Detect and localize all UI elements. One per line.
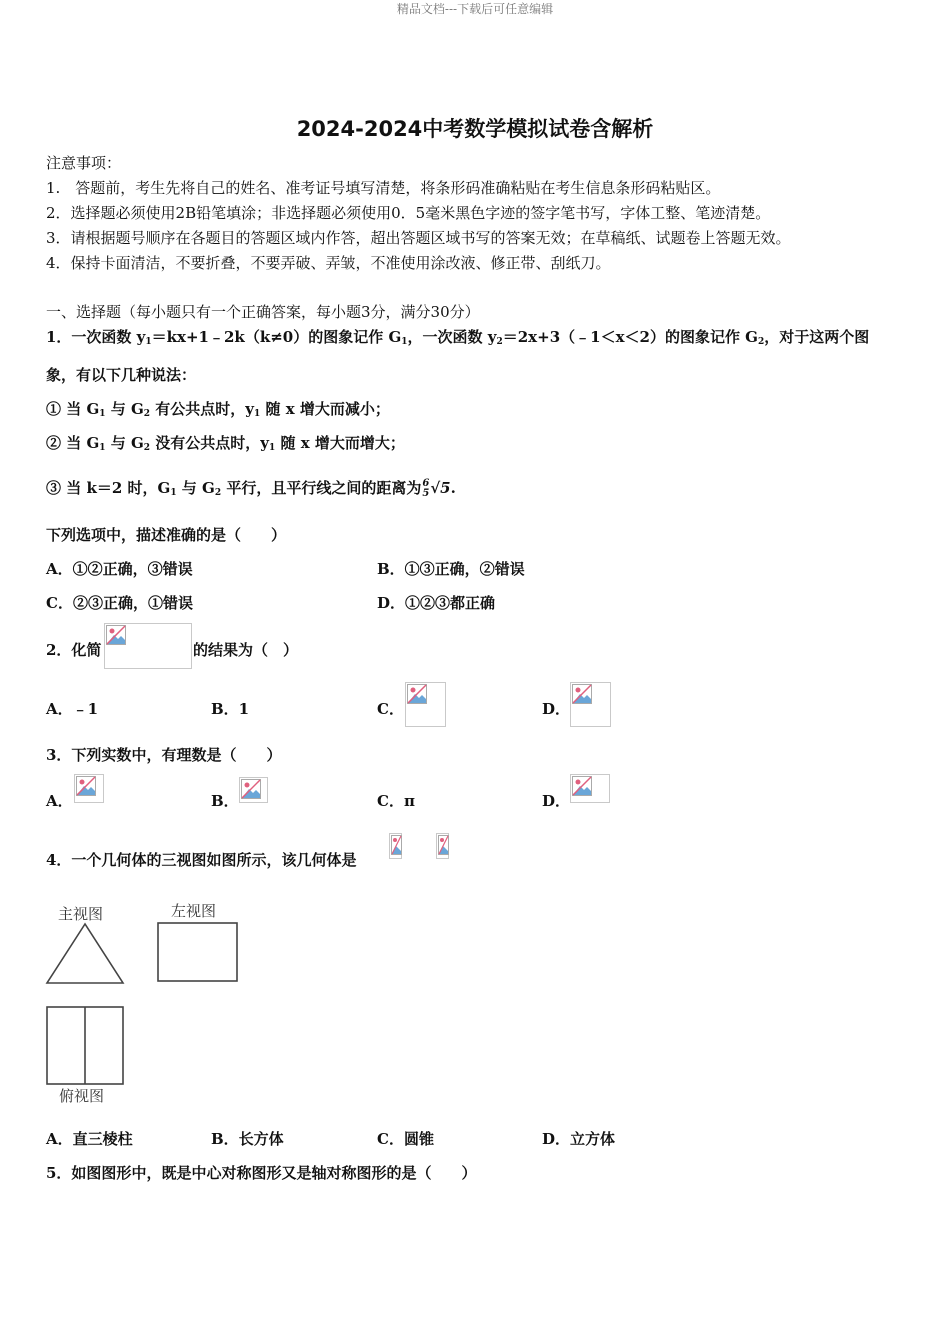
- q1-option-a[interactable]: A．①②正确，③错误: [46, 560, 193, 578]
- notice-item-1: 1. 答题前，考生先将自己的姓名、准考证号填写清楚，将条形码准确粘贴在考生信息条形码粘贴区。: [46, 179, 721, 197]
- q4-option-c[interactable]: C．圆锥: [377, 1130, 434, 1148]
- top-view-label: 俯视图: [59, 1087, 105, 1105]
- broken-image-icon: [391, 835, 402, 855]
- q5-stem: 5．如图图形中，既是中心对称图形又是轴对称图形的是（ ）: [46, 1164, 477, 1182]
- q3-option-a[interactable]: A．: [46, 792, 73, 810]
- q4-option-b[interactable]: B．长方体: [211, 1130, 284, 1148]
- left-view-rectangle: [156, 920, 240, 984]
- q2-option-a[interactable]: A．﹣1: [46, 700, 99, 718]
- image-placeholder: [389, 833, 402, 859]
- image-placeholder: [570, 682, 611, 727]
- q2-stem-a: 2．化简: [46, 641, 102, 659]
- q3-option-d[interactable]: D．: [542, 792, 571, 810]
- section-heading: 一、选择题（每小题只有一个正确答案，每小题3分，满分30分）: [46, 303, 480, 321]
- q1-statement-3: ③ 当 k＝2 时，$G_1$ 与 $G_2$ 平行，且平行线之间的距离为 6 5 √5.: [46, 478, 456, 499]
- broken-image-icon: [438, 835, 449, 855]
- front-view-label: 主视图: [58, 905, 104, 923]
- notice-item-4: 4．保持卡面清洁，不要折叠，不要弄破、弄皱，不准使用涂改液、修正带、刮纸刀。: [46, 254, 611, 272]
- q1-stem: 1．一次函数 $y_1=kx+1﹣2k(k\ne 0)$的图象记作 $G_1$，一次函数 $y_2=2x+3(﹣1<x<2)$的图象记作 $G_2$，对于这两个图: [46, 328, 870, 347]
- image-placeholder: [104, 623, 192, 669]
- front-view-triangle: [44, 920, 126, 986]
- left-view-label: 左视图: [171, 902, 217, 920]
- notice-item-2: 2．选择题必须使用2B铅笔填涂；非选择题必须使用0．5毫米黑色字迹的签字笔书写，字体工整、笔迹清楚。: [46, 204, 771, 222]
- q3-stem: 3．下列实数中，有理数是（ ）: [46, 746, 282, 764]
- page-header: 精品文档---下载后可任意编辑: [396, 2, 554, 16]
- broken-image-icon: [572, 684, 592, 704]
- sqrt-expression: √5: [430, 479, 451, 497]
- q1-stem-line2: 象，有以下几种说法：: [46, 366, 197, 384]
- q1-prompt: 下列选项中，描述准确的是（ ）: [46, 526, 287, 544]
- broken-image-icon: [572, 776, 592, 796]
- q1-option-c[interactable]: C．②③正确，①错误: [46, 594, 193, 612]
- q2-stem-b: 的结果为（ ）: [193, 641, 299, 659]
- q1-statement-1: ① 当 $G_1$ 与 $G_2$ 有公共点时，$y_1$ 随 x 增大而减小；: [46, 400, 390, 419]
- q4-option-a[interactable]: A．直三棱柱: [46, 1130, 133, 1148]
- q3-option-c[interactable]: C．π: [377, 792, 415, 810]
- image-placeholder: [405, 682, 446, 727]
- broken-image-icon: [241, 779, 261, 799]
- image-placeholder: [436, 833, 449, 859]
- q2-option-b[interactable]: B．1: [211, 700, 250, 718]
- q2-option-d[interactable]: D．: [542, 700, 571, 718]
- image-placeholder: [239, 777, 268, 803]
- q2-option-c[interactable]: C．: [377, 700, 404, 718]
- image-placeholder: [74, 774, 104, 803]
- page-title: 2024-2024中考数学模拟试卷含解析: [296, 117, 654, 141]
- top-view-rectangle: [45, 1004, 126, 1086]
- q4-option-d[interactable]: D．立方体: [542, 1130, 616, 1148]
- q3-option-b[interactable]: B．: [211, 792, 239, 810]
- q1-option-d[interactable]: D．①②③都正确: [377, 594, 496, 612]
- fraction: 6 5: [422, 478, 430, 499]
- notice-heading: 注意事项：: [46, 154, 122, 172]
- q1-option-b[interactable]: B．①③正确，②错误: [377, 560, 525, 578]
- notice-item-3: 3．请根据题号顺序在各题目的答题区域内作答，超出答题区域书写的答案无效；在草稿纸、试题卷上答题无效。: [46, 229, 791, 247]
- image-placeholder: [570, 774, 610, 803]
- broken-image-icon: [76, 776, 96, 796]
- q1-statement-2: ② 当 $G_1$ 与 $G_2$ 没有公共点时，$y_1$ 随 x 增大而增大；: [46, 434, 405, 453]
- broken-image-icon: [407, 684, 427, 704]
- broken-image-icon: [106, 625, 126, 645]
- q4-stem: 4．一个几何体的三视图如图所示，该几何体是: [46, 851, 357, 869]
